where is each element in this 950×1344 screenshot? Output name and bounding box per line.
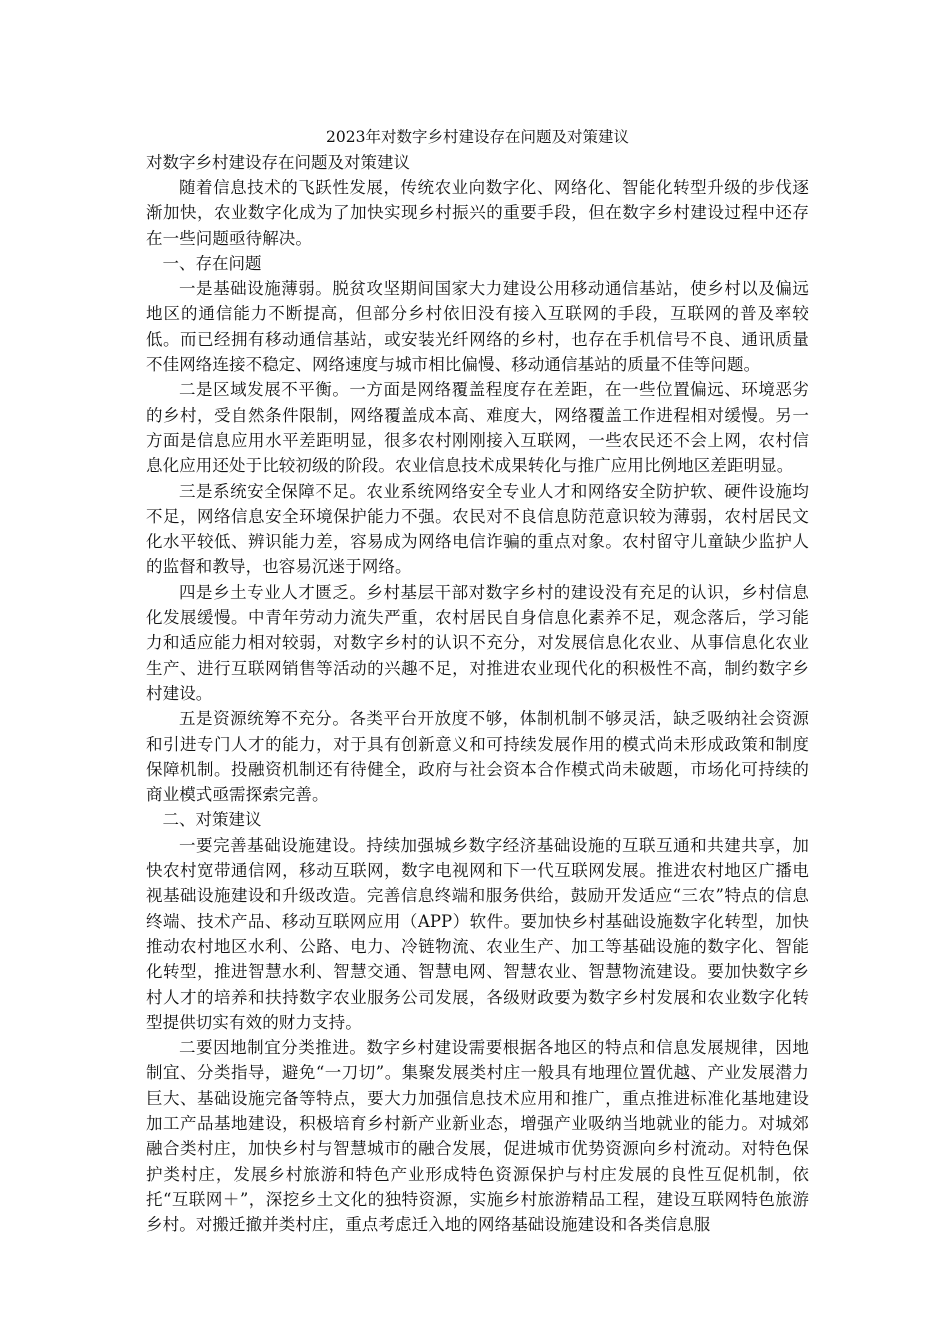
document-page [146, 124, 809, 1237]
problem-paragraph-1: 一是基础设施薄弱。脱贫攻坚期间国家大力建设公用移动通信基站，使乡村以及偏远地区的通信能力不断提高，但部分乡村依旧没有接入互联网的手段，互联网的普及率较低。而已经拥有移动通信基站，或安装光纤网络的乡村，也存在手机信号不良、通讯质量不佳网络连接不稳定、网络速度与城市相比偏慢、移动通信基站的质量不佳等问题。 [146, 279, 809, 375]
document-subtitle: 对数字乡村建设存在问题及对策建议 [146, 153, 410, 172]
problem-paragraph-4: 四是乡土专业人才匮乏。乡村基层干部对数字乡村的建设没有充足的认识，乡村信息化发展缓慢。中青年劳动力流失严重，农村居民自身信息化素养不足，观念落后，学习能力和适应能力相对较弱，对数字乡村的认识不充分，对发展信息化农业、从事信息化农业生产、进行互联网销售等活动的兴趣不足，对推进农业现代化的积极性不高，制约数字乡村建设。 [146, 582, 809, 703]
problem-paragraph-3: 三是系统安全保障不足。农业系统网络安全专业人才和网络安全防护软、硬件设施均不足，网络信息安全环境保护能力不强。农民对不良信息防范意识较为薄弱，农村居民文化水平较低、辨识能力差，容易成为网络电信诈骗的重点对象。农村留守儿童缺少监护人的监督和教导，也容易沉迷于网络。 [146, 481, 809, 577]
section-heading-problems: 一、存在问题 [162, 253, 262, 273]
section-heading-suggestions: 二、对策建议 [162, 810, 262, 830]
suggestion-paragraph-2: 二要因地制宜分类推进。数字乡村建设需要根据各地区的特点和信息发展规律，因地制宜、分类指导，避免“一刀切”。集聚发展类村庄一般具有地理位置优越、产业发展潜力巨大、基础设施完备等特点，要大力加强信息技术应用和推广，重点推进标准化基地建设加工产品基地建设，积极培育乡村新产业新业态，增强产业吸纳当地就业的能力。对城郊融合类村庄，加快乡村与智慧城市的融合发展，促进城市优势资源向乡村流动。对特色保护类村庄，发展乡村旅游和特色产业形成特色资源保护与村庄发展的良性互促机制，依托“互联网＋”，深挖乡土文化的独特资源，实施乡村旅游精品工程，建设互联网特色旅游乡村。对搬迁撤并类村庄，重点考虑迁入地的网络基础设施建设和各类信息服 [146, 1038, 809, 1235]
intro-paragraph: 随着信息技术的飞跃性发展，传统农业向数字化、网络化、智能化转型升级的步伐逐渐加快，农业数字化成为了加快实现乡村振兴的重要手段，但在数字乡村建设过程中还存在一些问题亟待解决。 [146, 178, 809, 248]
problem-paragraph-2: 二是区域发展不平衡。一方面是网络覆盖程度存在差距，在一些位置偏远、环境恶劣的乡村，受自然条件限制，网络覆盖成本高、难度大，网络覆盖工作进程相对缓慢。另一方面是信息应用水平差距明显，很多农村刚刚接入互联网，一些农民还不会上网，农村信息化应用还处于比较初级的阶段。农业信息技术成果转化与推广应用比例地区差距明显。 [146, 380, 809, 476]
problem-paragraph-5: 五是资源统筹不充分。各类平台开放度不够，体制机制不够灵活，缺乏吸纳社会资源和引进专门人才的能力，对于具有创新意义和可持续发展作用的模式尚未形成政策和制度保障机制。投融资机制还有待健全，政府与社会资本合作模式尚未破题，市场化可持续的商业模式亟需探索完善。 [146, 709, 809, 805]
suggestion-paragraph-1: 一要完善基础设施建设。持续加强城乡数字经济基础设施的互联互通和共建共享，加快农村宽带通信网，移动互联网，数字电视网和下一代互联网发展。推进农村地区广播电视基础设施建设和升级改造。完善信息终端和服务供给，鼓励开发适应“三农”特点的信息终端、技术产品、移动互联网应用（APP）软件。要加快乡村基础设施数字化转型，加快推动农村地区水利、公路、电力、冷链物流、农业生产、加工等基础设施的数字化、智能化转型，推进智慧水利、智慧交通、智慧电网、智慧农业、智慧物流建设。要加快数字乡村人才的培养和扶持数字农业服务公司发展，各级财政要为数字乡村发展和农业数字化转型提供切实有效的财力支持。 [146, 835, 809, 1032]
document-title: 2023年对数字乡村建设存在问题及对策建议 [326, 128, 629, 146]
